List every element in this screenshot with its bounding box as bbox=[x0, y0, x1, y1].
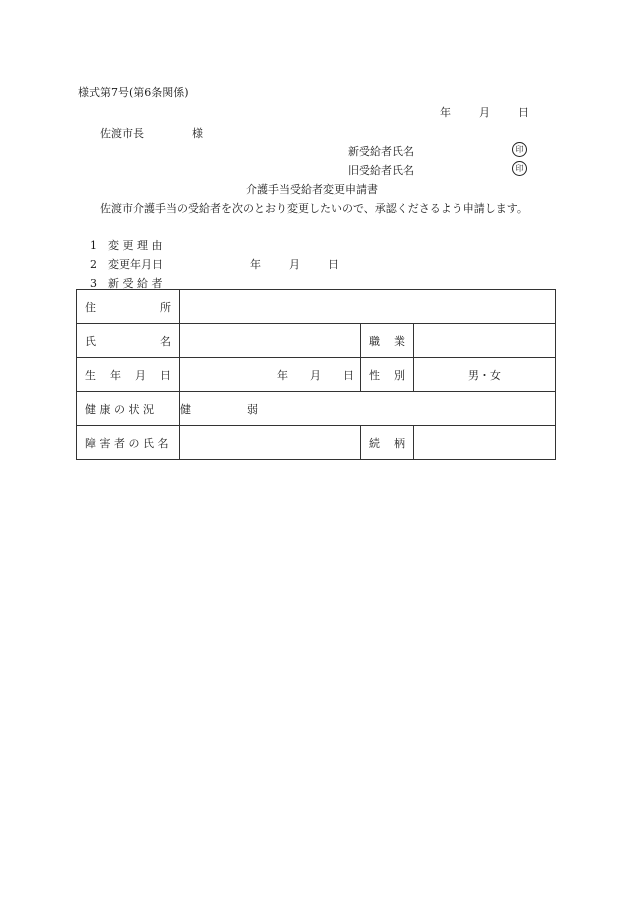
item-number: 3 bbox=[90, 277, 97, 290]
date-month: 月 bbox=[289, 258, 300, 271]
relationship-field[interactable] bbox=[414, 426, 556, 460]
label-char: 続 bbox=[369, 436, 380, 450]
addressee bbox=[100, 125, 203, 141]
change-date-blank bbox=[250, 256, 339, 272]
label-char: 生 bbox=[85, 368, 96, 382]
health-status-field[interactable] bbox=[180, 392, 556, 426]
old-recipient-name-label: 旧受給者氏名 bbox=[348, 164, 414, 177]
label-text: 障 害 者 の 氏 名 bbox=[85, 436, 169, 450]
table-row bbox=[77, 358, 556, 392]
label-char: 業 bbox=[394, 334, 405, 348]
item-number: 1 bbox=[90, 239, 97, 252]
seal-icon: 印 bbox=[512, 142, 527, 157]
item-number: 2 bbox=[90, 258, 97, 271]
label-char: 所 bbox=[160, 300, 171, 314]
date-day: 日 bbox=[343, 368, 354, 382]
label-char: 氏 bbox=[85, 334, 96, 348]
birthdate-label bbox=[77, 358, 180, 392]
application-statement: 佐渡市介護手当の受給者を次のとおり変更したいので、承認くださるよう申請します。 bbox=[100, 202, 528, 215]
date-year: 年 bbox=[440, 106, 451, 119]
health-weak-option[interactable]: 弱 bbox=[247, 402, 258, 416]
date-month: 月 bbox=[479, 106, 490, 119]
item-change-date bbox=[90, 256, 339, 272]
address-field[interactable] bbox=[180, 290, 556, 324]
disabled-person-name-field[interactable] bbox=[180, 426, 361, 460]
label-text: 健 康 の 状 況 bbox=[85, 402, 154, 416]
address-label bbox=[77, 290, 180, 324]
date-year: 年 bbox=[250, 258, 261, 271]
label-char: 柄 bbox=[394, 436, 405, 450]
label-char: 月 bbox=[135, 368, 146, 382]
table-row bbox=[77, 392, 556, 426]
item-label: 新 受 給 者 bbox=[108, 277, 163, 290]
relationship-label bbox=[361, 426, 414, 460]
addressee-suffix: 様 bbox=[192, 127, 203, 140]
label-char: 名 bbox=[160, 334, 171, 348]
label-char: 年 bbox=[110, 368, 121, 382]
item-label: 変更年月日 bbox=[108, 258, 163, 271]
document-title: 介護手当受給者変更申請書 bbox=[246, 183, 378, 196]
new-recipient-table bbox=[76, 289, 556, 460]
label-char: 性 bbox=[369, 368, 380, 382]
label-char: 別 bbox=[394, 368, 405, 382]
date-day: 日 bbox=[328, 258, 339, 271]
health-good-option[interactable]: 健 bbox=[180, 402, 191, 416]
addressee-name: 佐渡市長 bbox=[100, 127, 144, 140]
item-change-reason bbox=[90, 237, 163, 253]
date-year: 年 bbox=[277, 368, 288, 382]
sex-field[interactable]: 男・女 bbox=[414, 358, 556, 392]
label-char: 住 bbox=[85, 300, 96, 314]
health-status-label bbox=[77, 392, 180, 426]
form-number: 様式第7号(第6条関係) bbox=[78, 86, 189, 99]
date-month: 月 bbox=[310, 368, 321, 382]
table-row bbox=[77, 324, 556, 358]
application-date bbox=[440, 104, 529, 120]
label-char: 職 bbox=[369, 334, 380, 348]
sex-label bbox=[361, 358, 414, 392]
new-recipient-name-label: 新受給者氏名 bbox=[348, 145, 414, 158]
occupation-label bbox=[361, 324, 414, 358]
birthdate-field[interactable] bbox=[180, 358, 361, 392]
table-row bbox=[77, 426, 556, 460]
item-label: 変 更 理 由 bbox=[108, 239, 163, 252]
label-char: 日 bbox=[160, 368, 171, 382]
date-day: 日 bbox=[518, 106, 529, 119]
table-row bbox=[77, 290, 556, 324]
name-label bbox=[77, 324, 180, 358]
occupation-field[interactable] bbox=[414, 324, 556, 358]
name-field[interactable] bbox=[180, 324, 361, 358]
disabled-person-name-label bbox=[77, 426, 180, 460]
seal-icon: 印 bbox=[512, 161, 527, 176]
